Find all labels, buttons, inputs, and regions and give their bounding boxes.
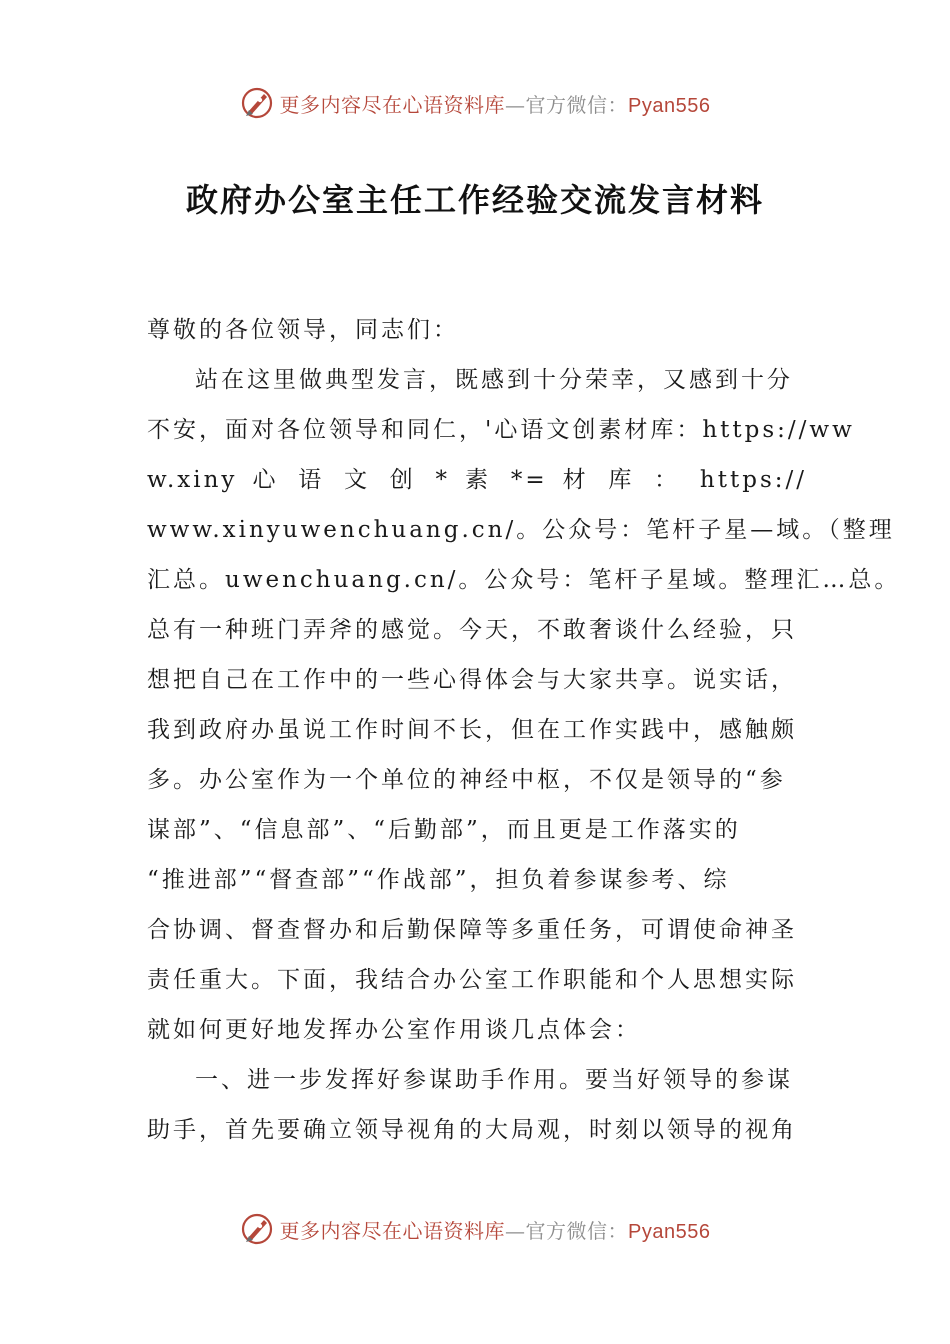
paragraph-line: w.xiny 心 语 文 创 * 素 *= 材 库 ： https:// xyxy=(147,467,807,493)
paragraph-line: 站在这里做典型发言，既感到十分荣幸，又感到十分 xyxy=(195,367,793,393)
paragraph-line: “推进部”“督查部”“作战部”，担负着参谋参考、综 xyxy=(147,867,730,893)
paragraph-line: 多。办公室作为一个单位的神经中枢，不仅是领导的“参 xyxy=(147,767,786,793)
banner-separator: — xyxy=(505,92,526,117)
paragraph-line: 总有一种班门弄斧的感觉。今天，不敢奢谈什么经验，只 xyxy=(147,617,797,643)
banner-main-text: 更多内容尽在心语资料库 xyxy=(279,1218,506,1243)
paragraph-line: 合协调、督查督办和后勤保障等多重任务，可谓使命神圣 xyxy=(147,917,797,943)
banner-text xyxy=(280,89,711,118)
paragraph-line: 我到政府办虽说工作时间不长，但在工作实践中，感触颇 xyxy=(147,717,797,743)
paragraph-line: 责任重大。下面，我结合办公室工作职能和个人思想实际 xyxy=(147,967,797,993)
banner-main-text: 更多内容尽在心语资料库 xyxy=(279,92,506,117)
banner-wechat-id: Pyan556 xyxy=(628,94,711,117)
banner-official-label: 官方微信： xyxy=(525,1218,629,1243)
banner-official-label: 官方微信： xyxy=(525,92,629,117)
section-heading-line: 一、进一步发挥好参谋助手作用。要当好领导的参谋 xyxy=(195,1067,793,1093)
pen-logo-icon xyxy=(240,86,274,120)
paragraph-line: www.xinyuwenchuang.cn/。公众号：笔杆子星—域。（整理 xyxy=(147,517,895,543)
document-title: 政府办公室主任工作经验交流发言材料 xyxy=(185,181,764,219)
paragraph-line: 想把自己在工作中的一些心得体会与大家共享。说实话， xyxy=(147,667,797,693)
paragraph-line: 就如何更好地发挥办公室作用谈几点体会： xyxy=(147,1017,641,1043)
header-banner xyxy=(0,83,950,123)
paragraph-line: 汇总。uwenchuang.cn/。公众号：笔杆子星域。整理汇…总。 xyxy=(147,567,901,593)
footer-banner xyxy=(0,1209,950,1249)
paragraph-line: 谋部”、“信息部”、“后勤部”，而且更是工作落实的 xyxy=(147,817,741,843)
banner-text xyxy=(280,1215,711,1244)
pen-logo-icon xyxy=(240,1212,274,1246)
paragraph-line: 助手，首先要确立领导视角的大局观，时刻以领导的视角 xyxy=(147,1117,797,1143)
banner-wechat-id: Pyan556 xyxy=(628,1220,711,1243)
salutation-line: 尊敬的各位领导，同志们： xyxy=(147,317,459,343)
paragraph-line: 不安，面对各位领导和同仁，'心语文创素材库：https://ww xyxy=(147,417,855,443)
banner-separator: — xyxy=(505,1218,526,1243)
document-body xyxy=(147,305,901,1155)
